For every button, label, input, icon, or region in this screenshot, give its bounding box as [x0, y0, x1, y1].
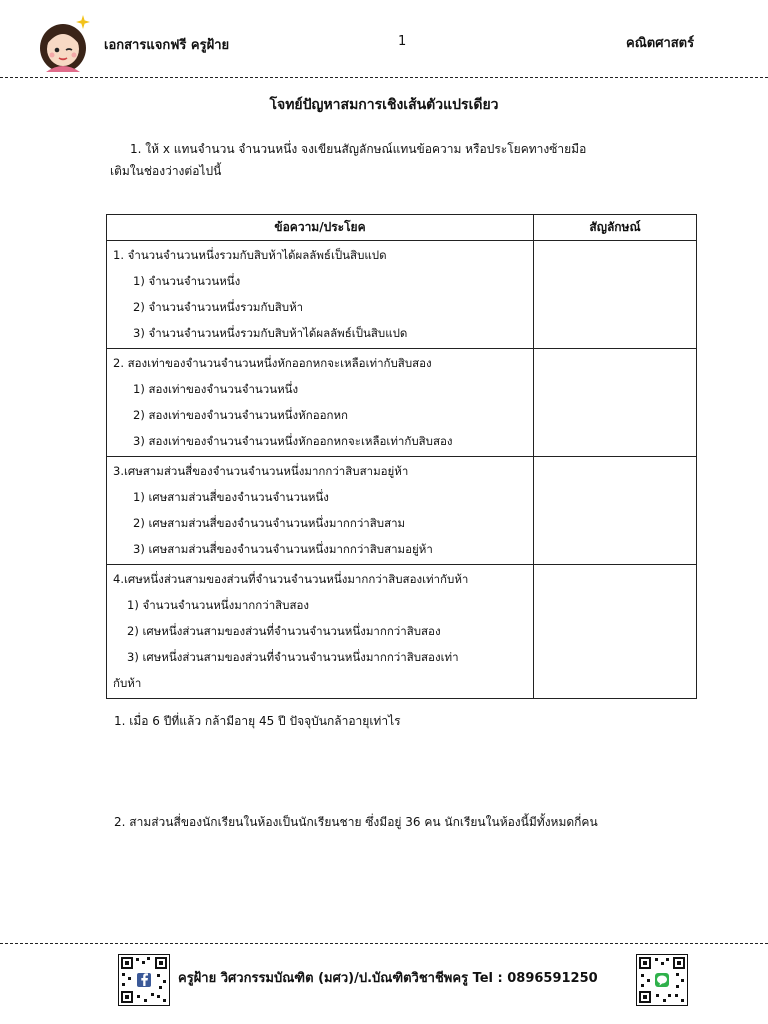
table-row [107, 241, 697, 349]
instruction-line-1: 1. ให้ x แทนจำนวน จำนวนหนึ่ง จงเขียนสัญลักษณ์แทนข้อความ หรือประโยคทางซ้ายมือ [130, 142, 587, 156]
header-divider [0, 77, 768, 78]
statement-sub: 1) จำนวนจำนวนหนึ่ง [133, 274, 241, 288]
sparkle-icon [76, 14, 90, 28]
subject-label: คณิตศาสตร์ [626, 36, 695, 51]
instruction [110, 138, 670, 182]
header-title: เอกสารแจกฟรี ครูฝ้าย [104, 38, 230, 53]
page-number: 1 [398, 34, 407, 49]
statement-cell [107, 349, 534, 457]
footer-contact: ครูฝ้าย วิศวกรรมบัณฑิต (มศว)/ป.บัณฑิตวิชาชีพครู Tel : 0896591250 [178, 971, 598, 986]
instruction-line-2: เติมในช่องว่างต่อไปนี้ [110, 164, 222, 178]
column-header-symbol: สัญลักษณ์ [534, 215, 697, 241]
worksheet-table [106, 214, 697, 699]
statement-cell [107, 565, 534, 699]
statement-sub: 2) เศษหนึ่งส่วนสามของส่วนที่จำนวนจำนวนหนึ่งมากกว่าสิบสอง [127, 624, 441, 638]
statement-main: 3.เศษสามส่วนสี่ของจำนวนจำนวนหนึ่งมากกว่าสิบสามอยู่ห้า [113, 464, 409, 478]
statement-cell [107, 457, 534, 565]
footer-divider [0, 943, 768, 944]
table-row [107, 457, 697, 565]
statement-main: 1. จำนวนจำนวนหนึ่งรวมกับสิบห้าได้ผลลัพธ์เป็นสิบแปด [113, 248, 387, 262]
symbol-answer-cell[interactable] [534, 565, 697, 699]
statement-sub: 3) สองเท่าของจำนวนจำนวนหนึ่งหักออกหกจะเหลือเท่ากับสิบสอง [133, 434, 453, 448]
word-problem-2: 2. สามส่วนสี่ของนักเรียนในห้องเป็นนักเรียนชาย ซึ่งมีอยู่ 36 คน นักเรียนในห้องนี้มีทั้งหมดกี่คน [114, 815, 598, 829]
statement-sub: 1) จำนวนจำนวนหนึ่งมากกว่าสิบสอง [127, 598, 310, 612]
document-title: โจทย์ปัญหาสมการเชิงเส้นตัวแปรเดียว [269, 97, 499, 113]
statement-sub: 2) เศษสามส่วนสี่ของจำนวนจำนวนหนึ่งมากกว่าสิบสาม [133, 516, 406, 530]
word-problem-1: 1. เมื่อ 6 ปีที่แล้ว กล้ามีอายุ 45 ปี ปัจจุบันกล้าอายุเท่าไร [114, 714, 401, 728]
statement-sub: 2) สองเท่าของจำนวนจำนวนหนึ่งหักออกหก [133, 408, 349, 422]
statement-sub: 2) จำนวนจำนวนหนึ่งรวมกับสิบห้า [133, 300, 304, 314]
statement-main: 2. สองเท่าของจำนวนจำนวนหนึ่งหักออกหกจะเหลือเท่ากับสิบสอง [113, 356, 432, 370]
statement-sub: 3) เศษหนึ่งส่วนสามของส่วนที่จำนวนจำนวนหนึ่งมากกว่าสิบสองเท่า [127, 650, 459, 664]
statement-sub: 3) จำนวนจำนวนหนึ่งรวมกับสิบห้าได้ผลลัพธ์เป็นสิบแปด [133, 326, 408, 340]
statement-main: 4.เศษหนึ่งส่วนสามของส่วนที่จำนวนจำนวนหนึ่งมากกว่าสิบสองเท่ากับห้า [113, 572, 469, 586]
statement-cell [107, 241, 534, 349]
statement-sub: 1) สองเท่าของจำนวนจำนวนหนึ่ง [133, 382, 299, 396]
line-qr-icon [636, 954, 688, 1006]
table-header-row [107, 215, 697, 241]
symbol-answer-cell[interactable] [534, 241, 697, 349]
statement-continuation: กับห้า [113, 676, 142, 690]
symbol-answer-cell[interactable] [534, 349, 697, 457]
table-row [107, 349, 697, 457]
symbol-answer-cell[interactable] [534, 457, 697, 565]
column-header-statement: ข้อความ/ประโยค [107, 215, 534, 241]
statement-sub: 3) เศษสามส่วนสี่ของจำนวนจำนวนหนึ่งมากกว่าสิบสามอยู่ห้า [133, 542, 433, 556]
table-row [107, 565, 697, 699]
statement-sub: 1) เศษสามส่วนสี่ของจำนวนจำนวนหนึ่ง [133, 490, 329, 504]
facebook-qr-icon [118, 954, 170, 1006]
